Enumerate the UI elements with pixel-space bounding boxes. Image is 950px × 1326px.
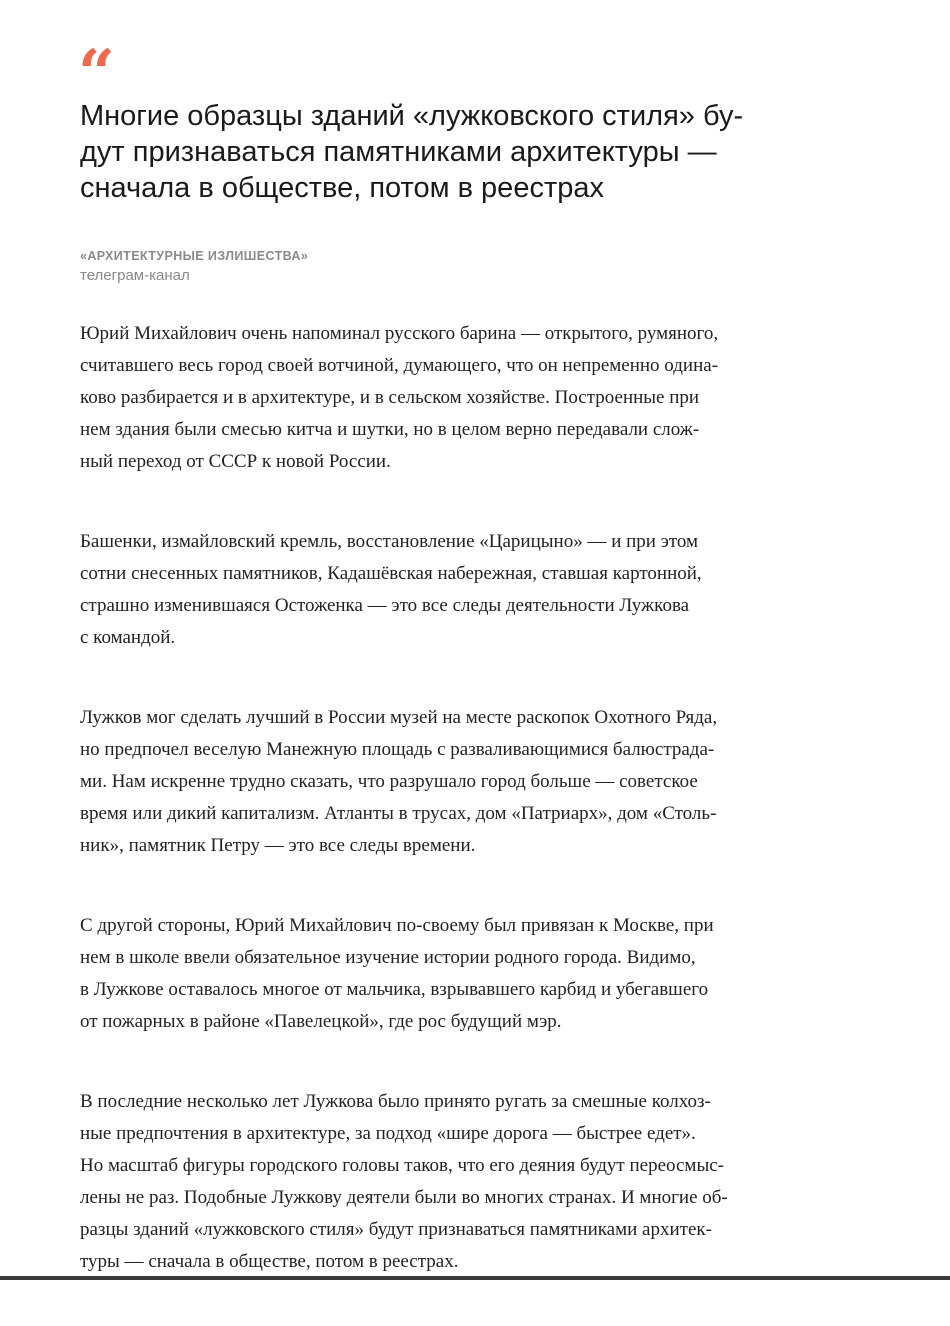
- paragraph-line: но предпочел веселую Манежную площадь с разваливающимися балюстрада-: [80, 739, 715, 760]
- paragraph-3: [80, 702, 880, 862]
- paragraph-line: разцы зданий «лужковского стиля» будут признаваться памятниками архитек-: [80, 1219, 712, 1240]
- paragraph-line: страшно изменившаяся Остоженка — это все следы деятельности Лужкова: [80, 595, 690, 616]
- paragraph-line: туры — сначала в обществе, потом в реестрах.: [80, 1251, 459, 1272]
- paragraph-1: [80, 318, 880, 478]
- paragraph-line: ково разбирается и в архитектуре, и в сельском хозяйстве. Построенные при: [80, 387, 700, 408]
- paragraph-line: Башенки, измайловский кремль, восстановление «Царицыно» — и при этом: [80, 531, 699, 552]
- paragraph-line: С другой стороны, Юрий Михайлович по-своему был привязан к Москве, при: [80, 915, 714, 936]
- paragraph-line: нем здания были смесью китча и шутки, но в целом верно передавали слож-: [80, 419, 700, 440]
- paragraph-line: ные предпочтения в архитектуре, за подход «шире дорога — быстрее едет».: [80, 1123, 696, 1144]
- paragraph-4: [80, 910, 880, 1038]
- paragraph-line: от пожарных в районе «Павелецкой», где рос будущий мэр.: [80, 1011, 562, 1032]
- paragraph-line: Лужков мог сделать лучший в России музей на месте раскопок Охотного Ряда,: [80, 707, 718, 728]
- paragraph-line: с командой.: [80, 627, 176, 648]
- headline-line: дут признаваться памятниками архитектуры —: [80, 136, 717, 168]
- paragraph-line: время или дикий капитализм. Атланты в трусах, дом «Патриарх», дом «Столь-: [80, 803, 717, 824]
- source-type: телеграм-канал: [80, 267, 190, 284]
- paragraph-line: ми. Нам искренне трудно сказать, что разрушало город больше — советское: [80, 771, 698, 792]
- paragraph-5: [80, 1086, 880, 1278]
- bottom-divider: [0, 1276, 950, 1280]
- headline-line: Многие образцы зданий «лужковского стиля» бу-: [80, 100, 744, 132]
- paragraph-line: сотни снесенных памятников, Кадашёвская набережная, ставшая картонной,: [80, 563, 702, 584]
- paragraph-line: Юрий Михайлович очень напоминал русского барина — открытого, румяного,: [80, 323, 719, 344]
- paragraph-line: в Лужкове оставалось многое от мальчика, взрывавшего карбид и убегавшего: [80, 979, 709, 1000]
- headline-line: сначала в обществе, потом в реестрах: [80, 172, 604, 204]
- paragraph-line: считавшего весь город своей вотчиной, думающего, что он непременно одина-: [80, 355, 719, 376]
- paragraph-line: ный переход от СССР к новой России.: [80, 451, 391, 472]
- paragraph-line: лены не раз. Подобные Лужкову деятели были во многих странах. И многие об-: [80, 1187, 728, 1208]
- paragraph-line: нем в школе ввели обязательное изучение истории родного города. Видимо,: [80, 947, 696, 968]
- article-body: [80, 318, 880, 1326]
- paragraph-line: В последние несколько лет Лужкова было принято ругать за смешные колхоз-: [80, 1091, 711, 1112]
- quote-headline: [80, 98, 880, 206]
- quote-mark-icon: “: [78, 36, 111, 111]
- source-name: «АРХИТЕКТУРНЫЕ ИЗЛИШЕСТВА»: [80, 249, 309, 263]
- paragraph-line: ник», памятник Петру — это все следы времени.: [80, 835, 476, 856]
- quote-source: [80, 246, 308, 286]
- paragraph-line: Но масштаб фигуры городского головы таков, что его деяния будут переосмыс-: [80, 1155, 724, 1176]
- paragraph-2: [80, 526, 880, 654]
